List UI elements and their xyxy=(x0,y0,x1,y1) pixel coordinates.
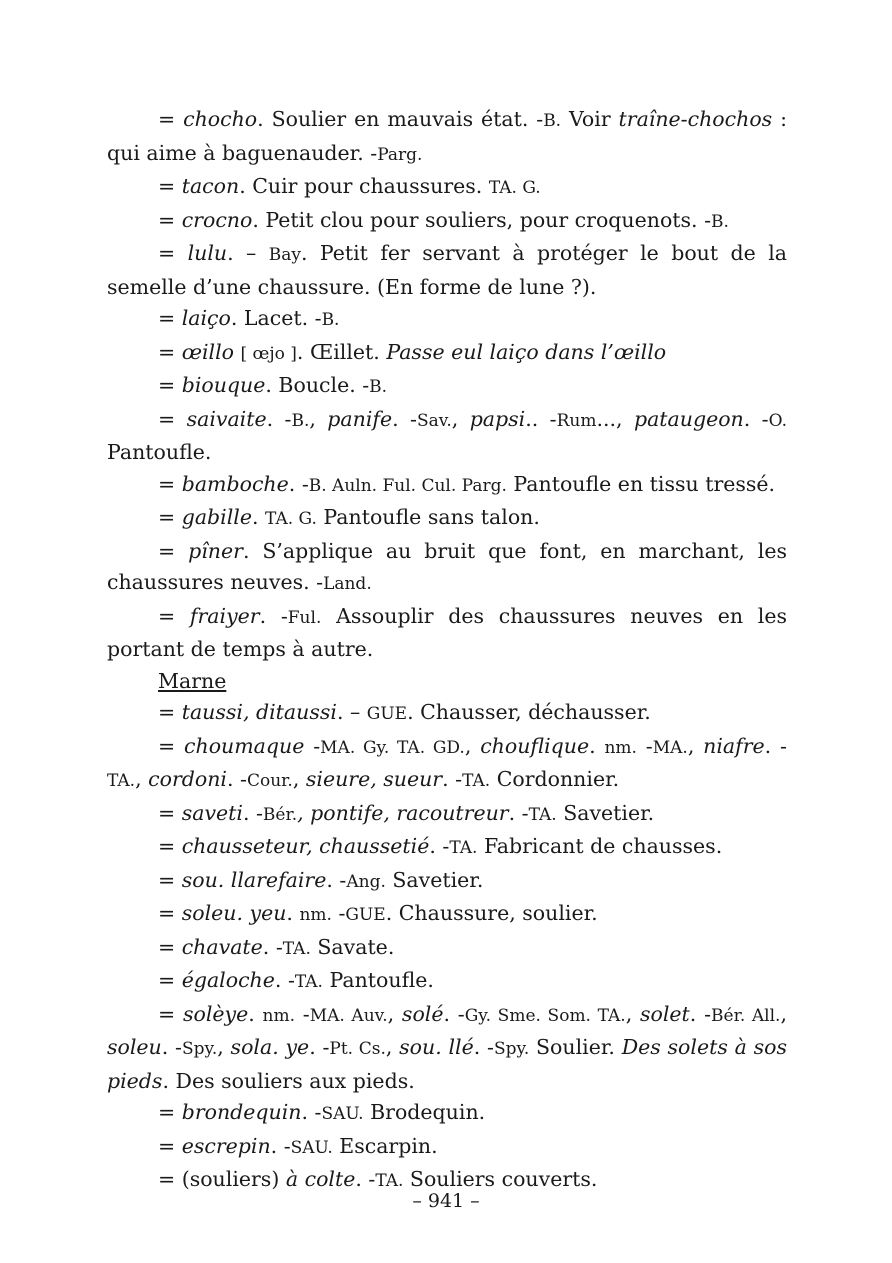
source-abbreviation: B. Auln. Ful. Cul. Parg. xyxy=(308,475,507,496)
entry-text: = xyxy=(158,800,182,825)
headword: choumaque xyxy=(184,733,305,758)
entry-text: = xyxy=(158,733,185,758)
dictionary-entry xyxy=(107,697,787,731)
entry-text: = xyxy=(158,934,182,959)
headword: laiço xyxy=(181,306,231,330)
entry-text: . Soulier en mauvais état. - xyxy=(257,107,544,131)
entry-text: , xyxy=(385,1035,400,1059)
entry-text: Pantoufle. xyxy=(322,968,434,992)
dictionary-entry xyxy=(107,171,787,205)
headword: solèye xyxy=(182,1001,249,1026)
source-abbreviation: nm. xyxy=(299,905,332,925)
entry-text: . - xyxy=(242,800,263,825)
entry-text: = xyxy=(158,207,182,232)
entry-text: = xyxy=(158,538,189,563)
headword: Des solets à sos pieds xyxy=(107,1035,787,1093)
entry-text: Pantoufle en tissu tressé. xyxy=(506,471,776,496)
page-number: – 941 – xyxy=(412,1190,480,1212)
entry-text: . Petit fer servant à protéger le bout de la semelle d’une chaussure. (En forme de lune ?). xyxy=(107,241,787,299)
entry-text: = xyxy=(158,339,182,364)
source-abbreviation: Bay xyxy=(268,245,301,265)
headword: niafre xyxy=(703,733,765,758)
entry-text: . Chausser, déchausser. xyxy=(407,700,651,724)
entry-text: . – xyxy=(227,241,269,265)
entry-text: . - xyxy=(161,1035,182,1059)
dictionary-entry xyxy=(107,104,787,171)
dictionary-entry xyxy=(107,965,787,999)
entry-text: Pantoufle. xyxy=(107,440,212,464)
source-abbreviation: Spy. xyxy=(493,1039,530,1059)
entry-text: Savetier. xyxy=(385,867,484,892)
entry-text: = xyxy=(158,471,182,496)
entry-text: - xyxy=(636,733,653,758)
source-abbreviation: MA. xyxy=(652,737,688,758)
source-abbreviation: GUE xyxy=(345,905,386,925)
entry-text: Cordonnier. xyxy=(490,767,620,791)
source-abbreviation: Land. xyxy=(323,574,372,594)
headword: à colte xyxy=(285,1167,356,1191)
entry-text: , xyxy=(451,406,470,431)
entry-text: = xyxy=(158,700,182,724)
entry-text: . - xyxy=(443,1001,465,1026)
entry-text: . S’applique au bruit que font, en marchant, les chaussures neuves. - xyxy=(107,538,787,594)
entry-text: , xyxy=(687,733,704,758)
entry-text: - xyxy=(294,1001,310,1026)
section-heading-text: Marne xyxy=(158,668,227,693)
dictionary-entry xyxy=(107,536,787,601)
dictionary-entry xyxy=(107,1131,787,1165)
headword: papsi xyxy=(469,406,526,431)
dictionary-entry xyxy=(107,404,787,469)
source-abbreviation: B. xyxy=(321,310,340,330)
entry-text: . - xyxy=(442,767,463,791)
entry-text: = xyxy=(158,406,187,431)
entry-text: = xyxy=(158,1133,182,1158)
entry-text: = xyxy=(158,834,182,858)
dictionary-entry xyxy=(107,831,787,865)
entry-text: = (souliers) xyxy=(158,1167,286,1191)
headword: pataugeon xyxy=(633,406,744,431)
source-abbreviation: Ang. xyxy=(346,871,386,892)
entry-text: . Œillet. xyxy=(296,339,387,364)
entry-text: Pantoufle sans talon. xyxy=(316,505,540,529)
entry-text: Souliers couverts. xyxy=(403,1167,598,1191)
headword: sieure, sueur xyxy=(305,767,443,791)
entry-text: . xyxy=(589,733,605,758)
entry-text: . Petit clou pour souliers, pour croquenots. - xyxy=(252,207,712,232)
entry-text: . xyxy=(248,1001,263,1026)
entry-text: , xyxy=(780,1001,787,1026)
source-abbreviation: SAU. xyxy=(321,1104,364,1124)
source-abbreviation: TA. xyxy=(449,838,478,858)
source-abbreviation: Sav. xyxy=(416,410,452,431)
source-abbreviation: TA. xyxy=(107,771,136,791)
headword: saivaite xyxy=(186,406,267,431)
source-abbreviation: TA. xyxy=(528,804,557,825)
entry-text: . - xyxy=(259,603,288,628)
headword: taussi, ditaussi xyxy=(181,700,337,724)
dictionary-entry xyxy=(107,502,787,536)
source-abbreviation: B. xyxy=(711,211,729,232)
entry-text: ..., xyxy=(596,406,634,431)
entry-text: . Lacet. - xyxy=(230,306,322,330)
headword: solé xyxy=(401,1001,444,1026)
entry-text: . - xyxy=(326,867,347,892)
source-abbreviation: SAU. xyxy=(290,1137,333,1158)
source-abbreviation: B. xyxy=(369,377,388,397)
entry-text: . - xyxy=(309,1035,330,1059)
entry-text: = xyxy=(158,901,182,925)
entry-text: . - xyxy=(274,968,295,992)
entry-text: = xyxy=(158,107,184,131)
source-abbreviation: [ œjo ] xyxy=(240,343,297,364)
entry-text: , xyxy=(135,767,149,791)
entry-text: . xyxy=(251,505,266,529)
headword: gabille xyxy=(181,505,252,529)
entry-text: , xyxy=(292,767,306,791)
source-abbreviation: TA. xyxy=(462,771,491,791)
dictionary-entry xyxy=(107,1097,787,1131)
source-abbreviation: Gy. Sme. Som. TA. xyxy=(464,1005,626,1026)
page-body xyxy=(107,104,787,1198)
entry-text: . - xyxy=(355,1167,376,1191)
headword: chouflique xyxy=(480,733,590,758)
headword: lulu xyxy=(187,241,228,265)
headword: traîne-chochos xyxy=(618,107,773,131)
headword: panife xyxy=(327,406,393,431)
entry-text: = xyxy=(158,505,182,529)
dictionary-entry xyxy=(107,337,787,371)
entry-text: , xyxy=(217,1035,231,1059)
headword: cordoni xyxy=(148,767,227,791)
dictionary-entry xyxy=(107,469,787,503)
headword: œillo xyxy=(181,339,234,364)
source-abbreviation: Ful. xyxy=(287,607,322,628)
entry-text: . - xyxy=(473,1035,494,1059)
source-abbreviation: TA. G. xyxy=(488,178,541,198)
entry-text: . - xyxy=(743,406,769,431)
entry-text: , xyxy=(625,1001,640,1026)
headword: chausseteur, chaussetié xyxy=(181,834,430,858)
entry-text: . - xyxy=(288,471,309,496)
dictionary-entry xyxy=(107,999,787,1098)
entry-text: Soulier. xyxy=(529,1035,622,1059)
entry-text: - xyxy=(331,901,346,925)
source-abbreviation: TA. xyxy=(294,972,323,992)
entry-text: Assouplir des chaussures neuves en les portant de temps à autre. xyxy=(107,603,787,661)
dictionary-entry xyxy=(107,865,787,899)
source-abbreviation: Bér. All. xyxy=(711,1005,781,1026)
entry-text: . Des souliers aux pieds. xyxy=(162,1068,415,1093)
source-abbreviation: Spy. xyxy=(181,1039,218,1059)
headword: sou. llarefaire xyxy=(181,867,327,892)
dictionary-entry xyxy=(107,303,787,337)
source-abbreviation: MA. Auv. xyxy=(309,1005,388,1026)
entry-text: . - xyxy=(270,1133,291,1158)
headword: chavate xyxy=(181,934,263,959)
entry-text: . - xyxy=(429,834,450,858)
headword: saveti xyxy=(181,800,243,825)
entry-text: - xyxy=(304,733,321,758)
source-abbreviation: B. xyxy=(543,111,562,131)
entry-text: . Boucle. - xyxy=(265,373,370,397)
headword: pîner xyxy=(188,538,243,563)
headword: soleu xyxy=(107,1035,162,1059)
entry-text: , xyxy=(309,406,328,431)
headword: sola. ye xyxy=(230,1035,310,1059)
headword: biouque xyxy=(181,373,266,397)
headword: brondequin xyxy=(181,1100,302,1124)
headword: sou. llé xyxy=(399,1035,474,1059)
entry-text: : qui aime à baguenauder. - xyxy=(107,107,787,165)
entry-text: . - xyxy=(262,934,283,959)
source-abbreviation: TA. G. xyxy=(265,509,317,529)
entry-text: Fabricant de chausses. xyxy=(477,834,723,858)
source-abbreviation: TA. xyxy=(282,938,311,959)
entry-text: = xyxy=(158,1001,183,1026)
headword: Passe eul laiço dans l’œillo xyxy=(386,339,667,364)
source-abbreviation: O. xyxy=(768,410,787,431)
source-abbreviation: nm. xyxy=(604,737,637,758)
dictionary-entry xyxy=(107,601,787,666)
dictionary-entry xyxy=(107,932,787,966)
source-abbreviation: GUE xyxy=(366,704,408,724)
source-abbreviation: MA. Gy. TA. GD. xyxy=(320,737,465,758)
dictionary-entry xyxy=(107,731,787,798)
headword: égaloche xyxy=(181,968,275,992)
entry-text: = xyxy=(158,968,182,992)
entry-text: . Cuir pour chaussures. xyxy=(239,174,489,198)
entry-text: , xyxy=(464,733,481,758)
entry-text: = xyxy=(158,373,182,397)
dictionary-entry xyxy=(107,205,787,239)
source-abbreviation: Rum xyxy=(556,410,597,431)
headword: crocno xyxy=(181,207,253,232)
headword: soleu. yeu xyxy=(181,901,287,925)
section-heading xyxy=(107,666,787,698)
entry-text: . - xyxy=(227,767,247,791)
entry-text: = xyxy=(158,867,182,892)
entry-text: Savetier. xyxy=(556,800,655,825)
source-abbreviation: TA. xyxy=(375,1171,404,1191)
dictionary-entry xyxy=(107,370,787,404)
entry-text: . - xyxy=(266,406,292,431)
source-abbreviation: Pt. Cs. xyxy=(329,1039,386,1059)
headword: solet xyxy=(640,1001,690,1026)
entry-text: Voir xyxy=(561,107,619,131)
entry-text: = xyxy=(158,174,182,198)
entry-text: = xyxy=(158,603,190,628)
source-abbreviation: Parg. xyxy=(377,144,423,165)
entry-text: = xyxy=(158,1100,182,1124)
entry-text: = xyxy=(158,241,188,265)
source-abbreviation: Bér. xyxy=(262,804,298,825)
entry-text: . – xyxy=(336,700,367,724)
entry-text: Savate. xyxy=(310,934,395,959)
entry-text: , xyxy=(387,1001,402,1026)
headword: tacon xyxy=(181,174,240,198)
headword: fraiyer xyxy=(189,603,260,628)
headword: , pontife, racoutreur xyxy=(297,800,509,825)
entry-text: .. - xyxy=(525,406,557,431)
entry-text: . - xyxy=(392,406,417,431)
dictionary-entry xyxy=(107,798,787,832)
entry-text: . - xyxy=(764,733,787,758)
dictionary-entry xyxy=(107,898,787,932)
entry-text: . - xyxy=(508,800,529,825)
source-abbreviation: B. xyxy=(291,410,310,431)
entry-text: . xyxy=(286,901,300,925)
dictionary-entry xyxy=(107,238,787,303)
headword: bamboche xyxy=(181,471,289,496)
entry-text: Escarpin. xyxy=(332,1133,438,1158)
entry-text: = xyxy=(158,306,182,330)
source-abbreviation: nm. xyxy=(262,1005,295,1026)
entry-text: . Chaussure, soulier. xyxy=(385,901,598,925)
headword: chocho xyxy=(183,107,258,131)
entry-text: Brodequin. xyxy=(363,1100,486,1124)
entry-text: . - xyxy=(689,1001,712,1026)
headword: escrepin xyxy=(181,1133,271,1158)
entry-text: . - xyxy=(301,1100,322,1124)
source-abbreviation: Cour. xyxy=(246,771,293,791)
